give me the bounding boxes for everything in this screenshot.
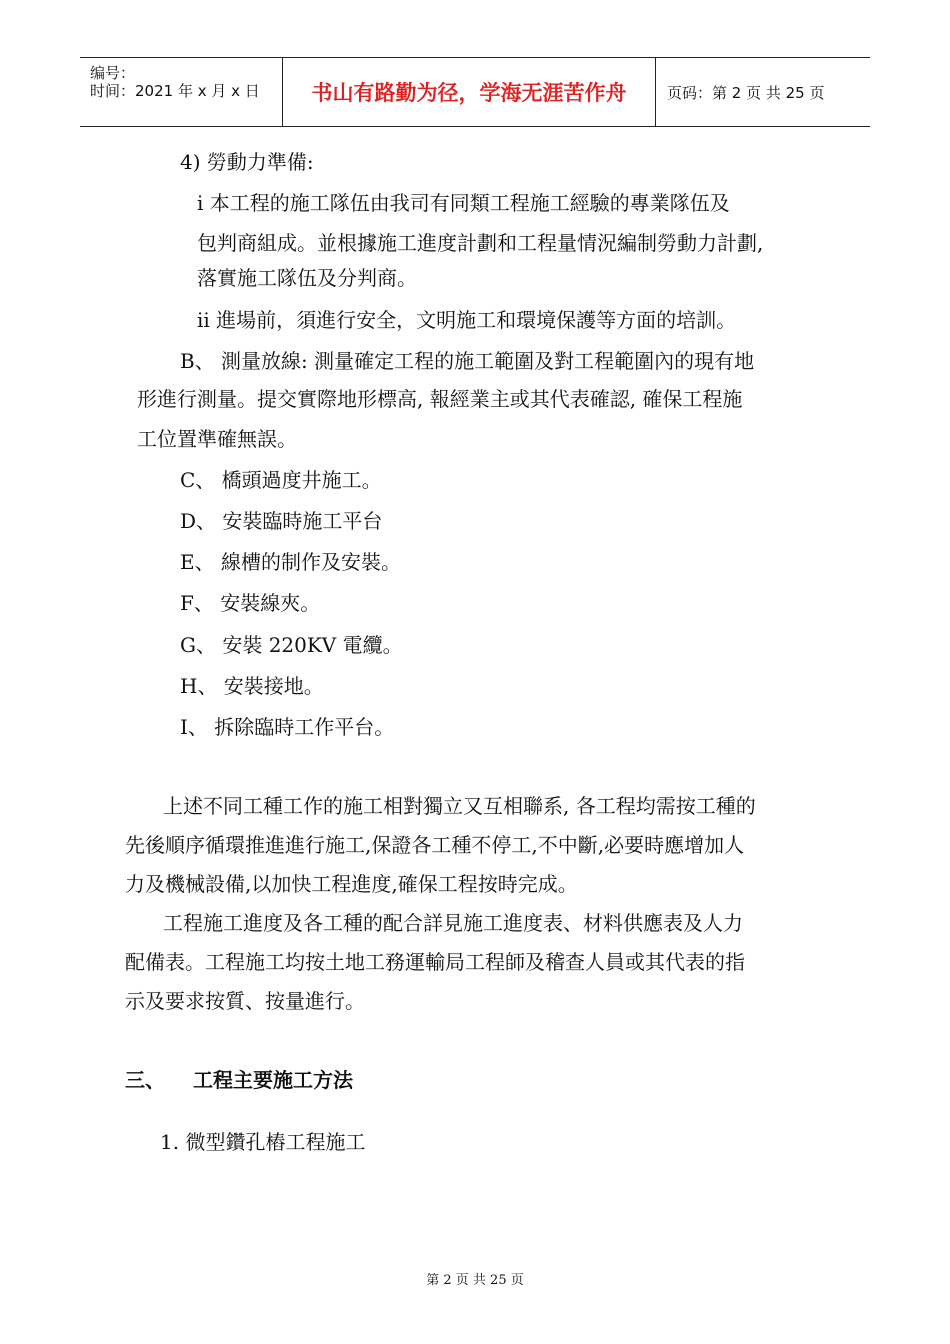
time-label: 时间：2021 年 x 月 x 日 — [90, 82, 260, 100]
paragraph-line: B、 測量放線: 測量確定工程的施工範圍及對工程範圍內的現有地 — [180, 349, 755, 373]
list-item: H、 安裝接地。 — [180, 674, 324, 698]
paragraph-line: 工位置準確無誤。 — [137, 427, 297, 451]
page-header — [80, 57, 870, 127]
paragraph-line: 示及要求按質、按量進行。 — [125, 989, 365, 1013]
paragraph-line: 工程施工進度及各工種的配合詳見施工進度表、材料供應表及人力 — [163, 911, 743, 935]
paragraph-line: 4) 勞動力準備: — [180, 150, 314, 174]
number-label: 编号： — [90, 64, 136, 82]
paragraph-line: ii 進場前，須進行安全，文明施工和環境保護等方面的培訓。 — [197, 308, 737, 332]
list-item: E、 線槽的制作及安裝。 — [180, 550, 401, 574]
paragraph-line: 上述不同工種工作的施工相對獨立又互相聯系, 各工程均需按工種的 — [163, 794, 756, 818]
list-item: D、 安裝臨時施工平台 — [180, 509, 383, 533]
section-title: 工程主要施工方法 — [193, 1068, 353, 1092]
paragraph-line: 力及機械設備,以加快工程進度,確保工程按時完成。 — [125, 872, 578, 896]
subsection-heading: 1. 微型鑽孔樁工程施工 — [160, 1130, 366, 1154]
paragraph-line: 先後順序循環推進進行施工,保證各工種不停工,不中斷,必要時應增加人 — [125, 833, 745, 857]
paragraph-line: 落實施工隊伍及分判商。 — [197, 266, 417, 290]
paragraph-line: 配備表。工程施工均按土地工務運輸局工程師及稽查人員或其代表的指 — [125, 950, 745, 974]
paragraph-line: 形進行測量。提交實際地形標高, 報經業主或其代表確認, 確保工程施 — [137, 387, 743, 411]
header-meta — [80, 58, 282, 126]
section-number: 三、 — [125, 1068, 165, 1092]
list-item: C、 橋頭過度井施工。 — [180, 468, 382, 492]
paragraph-line: i 本工程的施工隊伍由我司有同類工程施工經驗的專業隊伍及 — [197, 191, 730, 215]
list-item: G、 安裝 220KV 電纜。 — [180, 633, 403, 657]
header-motto: 书山有路勤为径，学海无涯苦作舟 — [282, 58, 656, 126]
page-footer: 第 2 页 共 25 页 — [426, 1273, 524, 1288]
list-item: I、 拆除臨時工作平台。 — [180, 715, 395, 739]
paragraph-line: 包判商組成。並根據施工進度計劃和工程量情況編制勞動力計劃, — [197, 231, 764, 255]
header-page-info: 页码：第 2 页 共 25 页 — [667, 83, 825, 102]
list-item: F、 安裝線夾。 — [180, 591, 321, 615]
